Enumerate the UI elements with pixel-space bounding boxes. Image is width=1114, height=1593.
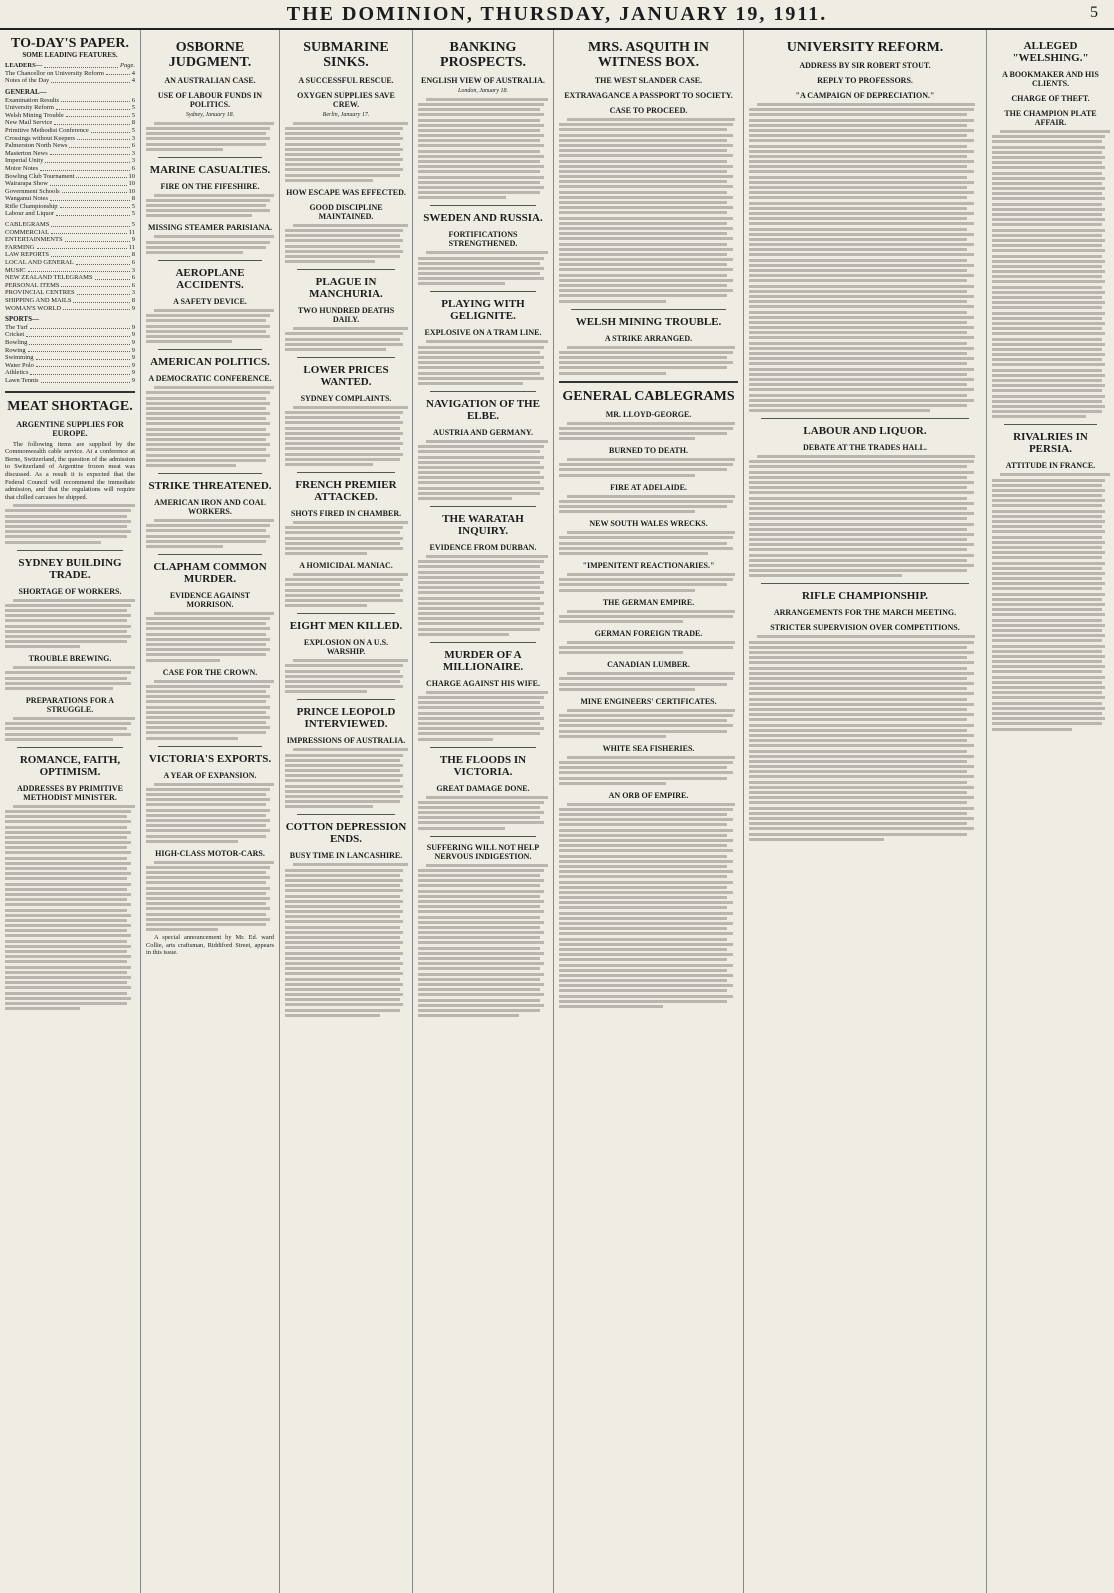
good-body [285,224,407,263]
impenitent-subhead: "IMPENITENT REACTIONARIES." [582,560,715,570]
leaders-item-page: 4 [131,69,135,77]
french-subhead: SHOTS FIRED IN CHAMBER. [290,508,402,518]
columns [0,30,1114,1593]
maniac-subhead: A HOMICIDAL MANIAC. [299,561,393,571]
sweden-body [418,251,548,285]
labour-subhead: DEBATE AT THE TRADES HALL. [803,443,927,453]
general-item [5,157,135,165]
leaders-item-label: The Chancellor on University Reform [5,69,104,77]
sports-item-label: Rowing [5,346,26,354]
misc-item [5,244,135,252]
meat-headline: MEAT SHORTAGE. [7,398,133,414]
victoria-body [146,783,274,843]
lower-body [285,406,407,466]
general-item-label: Palmerston North News [5,142,68,150]
submarine-subhead-2: OXYGEN SUPPLIES SAVE CREW. [297,91,395,109]
victoria-headline: VICTORIA'S EXPORTS. [148,752,272,765]
general-item [5,173,135,181]
meat-text: The following items are supplied by the Commonwealth cable service. At a conference at Berne, Switzerland, the question of the admission to Switzerland of Argentine frozen meat was discussed. As a result it is expected that the Federal Council will recommend the immediate admission, and that the regulations will require that chilled carcases be shipped. [5,440,135,501]
osborne-subhead-1: AN AUSTRALIAN CASE. [164,76,256,85]
index-title: TO-DAY'S PAPER. [11,36,129,51]
misc-item-page: 3 [131,266,135,274]
submarine-body [285,122,407,182]
crown-subhead: CASE FOR THE CROWN. [162,667,258,677]
sports-item-label: Water Polo [5,361,34,369]
leaders-item [5,77,135,85]
labour-body [749,455,981,577]
orb-subhead: AN ORB OF EMPIRE. [608,790,689,800]
misc-item [5,229,135,237]
general-item [5,203,135,211]
general-item-label: Labour and Liquor [5,210,55,218]
elbe-subhead: AUSTRIA AND GERMANY. [433,427,533,437]
romance-headline: ROMANCE, FAITH, OPTIMISM. [19,753,121,778]
misc-item-label: PROVINCIAL CENTRES [5,289,75,297]
welsh-headline: WELSH MINING TROUBLE. [575,315,722,328]
prep-subhead: PREPARATIONS FOR A STRUGGLE. [25,696,115,715]
general-item [5,165,135,173]
lloyd-body [559,422,738,441]
rifle-headline: RIFLE CHAMPIONSHIP. [801,590,929,603]
general-item [5,188,135,196]
sports-item [5,339,135,347]
strike-headline: STRIKE THREATENED. [148,479,272,492]
sports-item [5,331,135,339]
sports-list [5,324,135,385]
misc-item-label: PERSONAL ITEMS [5,281,60,289]
maniac-body [285,573,407,607]
footnote: A special announcement by Mr. Ed. ward Collie, arts craftsman, Riddiford Street, appears in this issue. [146,934,274,957]
column-4 [413,30,554,1593]
asquith-subhead-1: THE WEST SLANDER CASE. [594,76,703,85]
misc-item [5,259,135,267]
leaders-list [5,70,135,85]
general-item-label: Examination Results [5,96,59,104]
general-item-label: Bowling Club Tournament [5,172,75,180]
how-subhead: HOW ESCAPE WAS EFFECTED. [286,187,406,197]
masthead-bar [0,0,1114,30]
labour-headline: LABOUR AND LIQUOR. [803,425,927,438]
column-1 [0,30,141,1593]
misc-item [5,236,135,244]
general-item [5,210,135,218]
cotton-subhead: BUSY TIME IN LANCASHIRE. [289,851,403,861]
sweden-headline: SWEDEN AND RUSSIA. [423,212,543,225]
sports-item-label: Cricket [5,331,25,339]
clapham-body [146,612,274,662]
misc-item [5,274,135,282]
burned-body [559,458,738,477]
plague-body [285,327,407,351]
misc-item-page: 11 [128,228,135,236]
general-item [5,127,135,135]
sports-item [5,377,135,385]
lumber-subhead: CANADIAN LUMBER. [607,660,690,670]
bank-body [418,98,548,200]
leaders-item-label: Notes of the Day [5,77,50,85]
welshing-subhead-2: CHARGE OF THEFT. [1011,94,1090,103]
nsw-body [559,531,738,555]
bank-headline: BANKING PROSPECTS. [440,40,526,70]
misc-item-page: 9 [131,236,135,244]
eight-headline: EIGHT MEN KILLED. [289,620,403,633]
eight-body [285,659,407,693]
misc-item-label: SHIPPING AND MAILS [5,297,72,304]
sydney-subhead: SHORTAGE OF WORKERS. [18,586,122,596]
good-subhead: GOOD DISCIPLINE MAINTAINED. [309,202,383,221]
misc-item-page: 9 [131,304,135,312]
sports-item [5,324,135,332]
university-subhead-3: "A CAMPAIGN OF DEPRECIATION." [795,91,935,100]
democ-body [146,386,274,467]
welshing-subhead-1: A BOOKMAKER AND HIS CLIENTS. [1002,70,1099,88]
general-item-label: Motor Notes [5,164,39,172]
rifle-body [749,635,981,840]
general-item-page: 3 [131,149,135,157]
welshing-body [992,130,1109,418]
amer-headline: AMERICAN POLITICS. [150,356,270,369]
sydney-body [5,599,135,649]
plague-headline: PLAGUE IN MANCHURIA. [309,276,383,301]
adelaide-subhead: FIRE AT ADELAIDE. [610,482,687,492]
safety-body [146,309,274,343]
sports-item-page: 9 [131,346,135,354]
elbe-headline: NAVIGATION OF THE ELBE. [426,397,540,422]
sports-label: SPORTS— [5,315,39,324]
bank-subhead: ENGLISH VIEW OF AUSTRALIA. [421,76,545,85]
plague-subhead: TWO HUNDRED DEATHS DAILY. [297,306,395,325]
page-number: 5 [1090,4,1098,21]
burned-subhead: BURNED TO DEATH. [609,446,688,456]
misc-item-label: LAW REPORTS [5,251,49,259]
sports-item-page: 9 [131,323,135,331]
victoria-subhead: A YEAR OF EXPANSION. [163,770,257,780]
missing-body [146,235,274,254]
sports-item-page: 9 [131,331,135,339]
orb-body [559,803,738,1008]
misc-item [5,251,135,259]
meat-body [5,504,135,543]
elbe-body [418,440,548,500]
page-label: Page. [120,62,135,70]
clapham-headline: CLAPHAM COMMON MURDER. [153,560,267,585]
white-body [559,756,738,785]
misc-item-page: 6 [131,281,135,289]
misc-item-page: 3 [131,289,135,297]
sports-item-page: 9 [131,369,135,377]
rifle-subhead-1: ARRANGEMENTS FOR THE MARCH MEETING. [773,608,957,618]
general-item-page: 3 [131,157,135,165]
general-item [5,104,135,112]
submarine-dateline: Berlin, January 17. [322,112,370,118]
general-item-page: 5 [131,126,135,134]
asquith-subhead-2: EXTRAVAGANCE A PASSPORT TO SOCIETY. [564,91,733,100]
misc-item-label: NEW ZEALAND TELEGRAMS [5,274,93,282]
general-item-page: 10 [128,187,135,195]
white-subhead: WHITE SEA FISHERIES. [602,743,695,753]
osborne-subhead-2: USE OF LABOUR FUNDS IN POLITICS. [157,91,263,109]
general-item-page: 6 [131,142,135,150]
general-item-page: 6 [131,164,135,172]
adelaide-body [559,495,738,514]
welsh-body [559,346,738,375]
university-subhead-1: ADDRESS BY SIR ROBERT STOUT. [799,61,931,70]
column-2 [141,30,280,1593]
foreign-subhead: GERMAN FOREIGN TRADE. [594,628,703,638]
column-6 [744,30,987,1593]
general-item-page: 10 [128,180,135,188]
crown-body [146,680,274,740]
nsw-subhead: NEW SOUTH WALES WRECKS. [589,519,708,529]
misc-item-label: FARMING [5,243,35,251]
marine-headline: MARINE CASUALTIES. [149,163,271,176]
misc-item [5,305,135,313]
prince-body [285,748,407,808]
floods-body [418,796,548,830]
trouble-body [5,666,135,690]
cotton-body [285,863,407,1016]
sports-item-page: 9 [131,354,135,362]
misc-item-label: WOMAN'S WORLD [5,304,62,312]
french-body [285,521,407,555]
university-headline: UNIVERSITY REFORM. [786,40,944,55]
sweden-subhead: FORTIFICATIONS STRENGTHENED. [448,230,518,249]
bank-dateline: London, January 18. [458,88,508,94]
misc-item [5,289,135,297]
murder-headline: MURDER OF A MILLIONAIRE. [442,648,524,673]
general-item-label: Imperial Unity [5,157,44,165]
general-item-page: 10 [128,172,135,180]
romance-body [5,805,135,1010]
romance-subhead: ADDRESSES BY PRIMITIVE METHODIST MINISTER. [17,783,123,802]
trouble-subhead: TROUBLE BREWING. [28,654,112,664]
persia-body [992,473,1109,730]
general-item-page: 8 [131,119,135,127]
general-item-page: 3 [131,134,135,142]
leaders-label: LEADERS— [5,62,43,70]
welshing-headline: ALLEGED "WELSHING." [1012,40,1089,64]
floods-headline: THE FLOODS IN VICTORIA. [439,753,527,778]
waratah-headline: THE WARATAH INQUIRY. [442,513,524,538]
misc-item [5,282,135,290]
column-7 [987,30,1114,1593]
mine-subhead: MINE ENGINEERS' CERTIFICATES. [580,696,717,706]
waratah-subhead: EVIDENCE FROM DURBAN. [429,543,537,553]
misc-item-page: 6 [131,274,135,282]
misc-item [5,221,135,229]
general-item-label: New Mail Service [5,119,53,127]
cotton-headline: COTTON DEPRESSION ENDS. [285,821,407,846]
sports-item-page: 9 [131,338,135,346]
osborne-dateline: Sydney, January 18. [185,112,235,118]
impenitent-body [559,573,738,592]
sports-item-label: Athletics [5,369,29,377]
prep-body [5,717,135,741]
general-item [5,112,135,120]
general-item-label: Wanganui Notes [5,195,48,203]
general-item-label: Crossings without Keepers [5,134,76,142]
general-item [5,195,135,203]
sports-item-page: 9 [131,361,135,369]
waratah-body [418,555,548,636]
general-item-page: 5 [131,210,135,218]
university-subhead-2: REPLY TO PROFESSORS. [817,76,913,85]
general-item-page: 5 [131,202,135,210]
floods-subhead: GREAT DAMAGE DONE. [436,783,530,793]
osborne-body [146,122,274,151]
general-item-label: Welsh Mining Trouble [5,111,64,119]
murder-subhead: CHARGE AGAINST HIS WIFE. [426,678,540,688]
motor-body [146,861,274,931]
general-list [5,97,135,219]
masthead-title: THE DOMINION, THURSDAY, JANUARY 19, 1911. [286,2,828,25]
prince-headline: PRINCE LEOPOLD INTERVIEWED. [296,706,396,731]
persia-headline: RIVALRIES IN PERSIA. [1013,431,1088,456]
sports-item-label: The Turf [5,323,28,331]
meat-subhead: ARGENTINE SUPPLIES FOR EUROPE. [16,419,124,438]
index-subtitle: SOME LEADING FEATURES. [22,50,118,59]
sports-item-label: Swimming [5,354,34,362]
clapham-subhead: EVIDENCE AGAINST MORRISON. [169,590,251,609]
misc-item-page: 11 [128,243,135,251]
sports-item-page: 9 [131,376,135,384]
fire-subhead: FIRE ON THE FIFESHIRE. [160,181,260,191]
sports-item-label: Lawn Tennis [5,376,39,384]
misc-item-label: COMMERCIAL [5,228,50,236]
misc-item-page: 6 [131,259,135,267]
safety-subhead: A SAFETY DEVICE. [173,297,247,307]
mine-body [559,709,738,738]
general-item [5,97,135,105]
german-body [559,610,738,623]
misc-item-label: CABLEGRAMS [5,221,50,229]
lumber-body [559,672,738,691]
general-item-label: Rifle Championship [5,202,58,210]
general-item [5,150,135,158]
general-item-label: Masterton News [5,149,48,157]
lower-subhead: SYDNEY COMPLAINTS. [300,393,392,403]
general-item [5,135,135,143]
welshing-subhead-3: THE CHAMPION PLATE AFFAIR. [1004,109,1097,127]
misc-list [5,221,135,312]
motor-subhead: HIGH-CLASS MOTOR-CARS. [155,848,265,858]
french-headline: FRENCH PREMIER ATTACKED. [295,478,397,503]
democ-subhead: A DEMOCRATIC CONFERENCE. [148,374,272,384]
general-item-page: 6 [131,96,135,104]
lower-headline: LOWER PRICES WANTED. [303,363,389,388]
persia-subhead: ATTITUDE IN FRANCE. [1005,461,1096,471]
strike-subhead: AMERICAN IRON AND COAL WORKERS. [154,497,266,516]
asquith-headline: MRS. ASQUITH IN WITNESS BOX. [588,40,709,70]
strike-body [146,519,274,548]
misc-item-label: MUSIC [5,266,26,274]
asquith-subhead-3: CASE TO PROCEED. [609,106,688,115]
osborne-headline: OSBORNE JUDGMENT. [168,40,252,70]
asquith-body [559,118,738,303]
misc-item-label: ENTERTAINMENTS [5,236,63,244]
submarine-subhead-1: A SUCCESSFUL RESCUE. [298,76,394,85]
general-item-page: 5 [131,111,135,119]
misc-item-page: 8 [131,297,135,304]
general-item-label: Wairarapa Show [5,180,48,188]
aero-headline: AEROPLANE ACCIDENTS. [175,267,245,292]
misc-item-label: LOCAL AND GENERAL [5,259,74,267]
general-label: GENERAL— [5,87,47,96]
general-item-label: Government Schools [5,187,60,195]
sports-item [5,347,135,355]
general-item [5,142,135,150]
german-subhead: THE GERMAN EMPIRE. [602,597,695,607]
welsh-subhead: A STRIKE ARRANGED. [604,333,693,343]
sydney-headline: SYDNEY BUILDING TRADE. [18,556,122,581]
column-3 [280,30,413,1593]
submarine-headline: SUBMARINE SINKS. [303,40,389,70]
leaders-item [5,70,135,78]
misc-item-page: 5 [131,221,135,229]
misc-item [5,267,135,275]
sports-item [5,362,135,370]
general-item-page: 8 [131,195,135,203]
missing-subhead: MISSING STEAMER PARISIANA. [147,223,273,233]
rifle-subhead-2: STRICTER SUPERVISION OVER COMPETITIONS. [770,623,960,633]
general-item-label: Primitive Methodist Conference [5,126,89,134]
general-item [5,180,135,188]
fire-body [146,194,274,218]
general-item [5,119,135,127]
lloyd-subhead: MR. LLOYD-GEORGE. [605,409,692,419]
suffering-subhead: SUFFERING WILL NOT HELP NERVOUS INDIGESTION. [426,842,540,861]
gelig-subhead: EXPLOSIVE ON A TRAM LINE. [424,328,542,338]
misc-item-page: 8 [131,251,135,259]
eight-subhead: EXPLOSION ON A U.S. WARSHIP. [303,638,389,657]
general-item-page: 5 [131,104,135,112]
murder-body [418,691,548,741]
misc-item [5,297,135,305]
gelig-body [418,340,548,385]
cablegrams-headline: GENERAL CABLEGRAMS [562,388,735,404]
prince-subhead: IMPRESSIONS OF AUSTRALIA. [286,736,406,746]
column-5 [554,30,744,1593]
leaders-item-page: 4 [131,77,135,85]
sports-item [5,354,135,362]
suffering-body [418,864,548,1017]
sports-item [5,369,135,377]
university-body [749,103,981,412]
sports-item-label: Bowling [5,338,28,346]
general-item-label: University Reform [5,104,54,112]
gelig-headline: PLAYING WITH GELIGNITE. [441,298,525,323]
foreign-body [559,641,738,654]
